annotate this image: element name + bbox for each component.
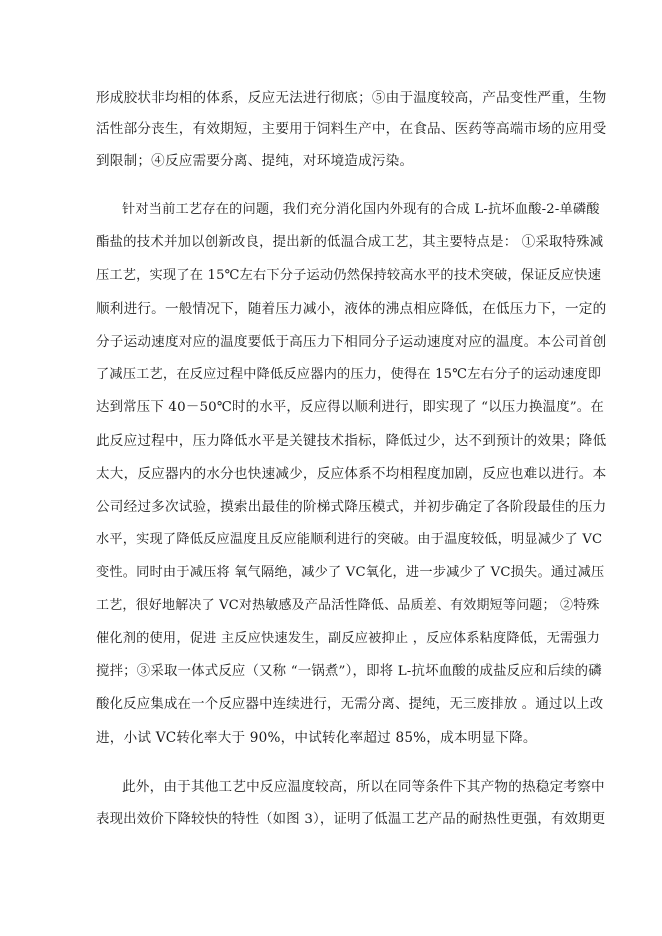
text-line: 太大，反应器内的水分也快速减少，反应体系不均相程度加剧，反应也难以进行。本: [96, 466, 607, 482]
text-line: 形成胶状非均相的体系，反应无法进行彻底；⑤由于温度较高，产品变性严重，生物: [96, 90, 607, 106]
text-line: 此外，由于其他工艺中反应温度较高，所以在同等条件下其产物的热稳定考察中: [122, 779, 605, 795]
text-line: 针对当前工艺存在的问题，我们充分消化国内外现有的合成 L-抗坏血酸-2-单磷酸: [122, 202, 600, 217]
text-line: 水平，实现了降低反应温度且反应能顺利进行的突破。由于温度较低，明显减少了 VC: [96, 532, 603, 547]
text-line: 工艺，很好地解决了 VC对热敏感及产品活性降低、品质差、有效期短等问题； ②特殊: [96, 598, 600, 613]
text-line: 酸化反应集成在一个反应器中连续进行，无需分离、提纯，无三废排放 。通过以上改: [96, 697, 604, 712]
text-line: 到限制；④反应需要分离、提纯，对环境造成污染。: [96, 153, 414, 169]
text-line: 表现出效价下降较快的特性（如图 3），证明了低温工艺产品的耐热性更强，有效期更: [96, 812, 606, 827]
text-line: 顺利进行。一般情况下，随着压力减小，液体的沸点相应降低，在低压力下，一定的: [96, 301, 607, 317]
text-line: 变性。同时由于减压将 氧气隔绝，减少了 VC氧化，进一步减少了 VC损失。通过减压: [96, 565, 605, 580]
text-line: 酯盐的技术并加以创新改良，提出新的低温合成工艺，其主要特点是： ①采取特殊减: [96, 235, 604, 250]
text-line: 公司经过多次试验，摸索出最佳的阶梯式降压模式，并初步确定了各阶段最佳的压力: [96, 499, 607, 515]
text-line: 压工艺，实现了在 15℃左右下分子运动仍然保持较高水平的技术突破，保证反应快速: [96, 268, 602, 283]
text-line: 此反应过程中，压力降低水平是关键技术指标，降低过少，达不到预计的效果；降低: [96, 433, 607, 449]
text-line: 了减压工艺，在反应过程中降低反应器内的压力，使得在 15℃左右分子的运动速度即: [96, 367, 602, 382]
text-line: 催化剂的使用，促进 主反应快速发生，副反应被抑止 ，反应体系粘度降低，无需强力: [96, 631, 601, 646]
text-line: 搅拌；③采取一体式反应（又称 “一锅煮”），即将 L-抗坏血酸的成盐反应和后续的磷: [96, 664, 602, 679]
text-line: 进，小试 VC转化率大于 90%，中试转化率超过 85%，成本明显下降。: [96, 730, 537, 746]
text-line: 分子运动速度对应的温度要低于高压力下相同分子运动速度对应的温度。本公司首创: [96, 334, 607, 350]
text-line: 达到常压下 40－50℃时的水平，反应得以顺利进行，即实现了 “以压力换温度”。在: [96, 400, 604, 415]
text-line: 活性部分丧生，有效期短，主要用于饲料生产中，在食品、医药等高端市场的应用受: [96, 121, 607, 137]
